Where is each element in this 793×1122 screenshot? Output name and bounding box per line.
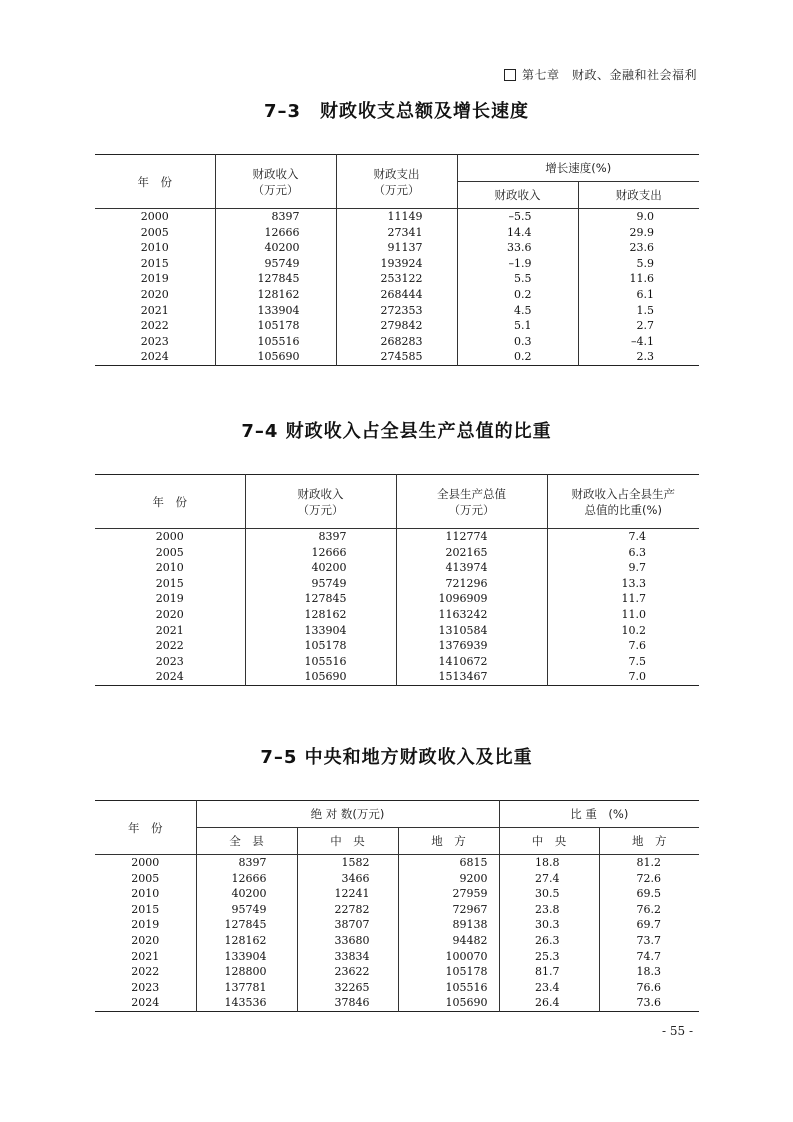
cell-gdp: 1410672 <box>396 654 547 670</box>
cell-revenue: 95749 <box>215 256 336 272</box>
cell-growth-revenue: 0.2 <box>457 287 578 303</box>
cell-central-ratio: 30.5 <box>499 886 599 902</box>
header-unit: （万元） <box>252 182 299 197</box>
col-header-gdp <box>396 475 547 529</box>
cell-local: 9200 <box>398 871 499 887</box>
cell-ratio: 13.3 <box>547 576 699 592</box>
cell-expenditure: 91137 <box>336 240 457 256</box>
cell-year: 2019 <box>131 918 160 932</box>
table-row <box>95 303 699 319</box>
cell-central: 32265 <box>297 980 398 996</box>
cell-total: 128162 <box>196 933 297 949</box>
chapter-header <box>504 66 697 83</box>
cell-revenue: 127845 <box>245 591 396 607</box>
col-header-expenditure <box>336 155 457 209</box>
cell-year: 2000 <box>131 856 160 869</box>
cell-central-ratio: 30.3 <box>499 917 599 933</box>
col-header-absolute: 绝 对 数(万元) <box>196 801 499 828</box>
cell-year: 2010 <box>140 241 169 255</box>
cell-growth-revenue: –5.5 <box>457 209 578 225</box>
header-unit: （万元） <box>448 502 495 517</box>
cell-central-ratio: 25.3 <box>499 949 599 965</box>
cell-ratio: 11.0 <box>547 607 699 623</box>
table-row <box>95 545 699 561</box>
cell-local: 27959 <box>398 886 499 902</box>
cell-central: 22782 <box>297 902 398 918</box>
header-line: 财政收入占全县生产 <box>571 486 675 501</box>
table-row <box>95 271 699 287</box>
cell-year: 2020 <box>155 607 184 621</box>
cell-year: 2019 <box>155 592 184 606</box>
col-header-central-ratio: 中 央 <box>499 828 599 855</box>
cell-year: 2000 <box>155 530 184 543</box>
cell-local-ratio: 76.6 <box>599 980 699 996</box>
col-header-ratio <box>547 475 699 529</box>
cell-revenue: 12666 <box>245 545 396 561</box>
table-7-3-title: 7–3 财政收支总额及增长速度 <box>263 101 530 122</box>
table-row <box>95 949 699 965</box>
cell-revenue: 105516 <box>215 334 336 350</box>
table-row <box>95 871 699 887</box>
cell-total: 12666 <box>196 871 297 887</box>
col-header-total: 全 县 <box>196 828 297 855</box>
cell-year: 2024 <box>140 350 169 364</box>
table-row <box>95 607 699 623</box>
col-header-year: 年 份 <box>95 801 196 855</box>
table-row <box>95 287 699 303</box>
cell-revenue: 105690 <box>215 349 336 365</box>
cell-year: 2021 <box>140 303 169 317</box>
cell-ratio: 9.7 <box>547 560 699 576</box>
cell-expenditure: 27341 <box>336 225 457 241</box>
col-header-ratio: 比 重 (%) <box>499 801 699 828</box>
cell-local-ratio: 76.2 <box>599 902 699 918</box>
header-line: 财政支出 <box>373 166 420 181</box>
cell-central: 33680 <box>297 933 398 949</box>
cell-gdp: 202165 <box>396 545 547 561</box>
col-header-revenue <box>215 155 336 209</box>
col-header-growth-expenditure: 财政支出 <box>578 182 699 209</box>
cell-growth-revenue: 0.3 <box>457 334 578 350</box>
cell-central: 33834 <box>297 949 398 965</box>
cell-local-ratio: 69.5 <box>599 886 699 902</box>
cell-year: 2005 <box>140 225 169 239</box>
table-row <box>95 623 699 639</box>
cell-growth-expenditure: 5.9 <box>578 256 699 272</box>
cell-central: 1582 <box>297 855 398 871</box>
cell-growth-expenditure: 29.9 <box>578 225 699 241</box>
cell-revenue: 128162 <box>215 287 336 303</box>
cell-year: 2023 <box>155 654 184 668</box>
cell-year: 2000 <box>140 210 169 223</box>
cell-growth-expenditure: –4.1 <box>578 334 699 350</box>
cell-year: 2022 <box>140 319 169 333</box>
table-row <box>95 980 699 996</box>
cell-total: 40200 <box>196 886 297 902</box>
cell-local: 89138 <box>398 917 499 933</box>
cell-local-ratio: 73.6 <box>599 995 699 1011</box>
cell-growth-expenditure: 23.6 <box>578 240 699 256</box>
cell-year: 2024 <box>155 670 184 684</box>
table-row <box>95 334 699 350</box>
cell-growth-revenue: 0.2 <box>457 349 578 365</box>
cell-gdp: 413974 <box>396 560 547 576</box>
cell-expenditure: 253122 <box>336 271 457 287</box>
cell-local: 100070 <box>398 949 499 965</box>
cell-ratio: 7.4 <box>547 529 699 545</box>
cell-year: 2010 <box>131 887 160 901</box>
cell-local-ratio: 69.7 <box>599 917 699 933</box>
header-line: 全县生产总值 <box>437 486 506 501</box>
cell-local-ratio: 72.6 <box>599 871 699 887</box>
square-bullet-icon <box>504 69 516 81</box>
table-row <box>95 654 699 670</box>
cell-local: 105178 <box>398 964 499 980</box>
cell-total: 143536 <box>196 995 297 1011</box>
cell-local-ratio: 73.7 <box>599 933 699 949</box>
cell-revenue: 40200 <box>215 240 336 256</box>
cell-total: 133904 <box>196 949 297 965</box>
table-row <box>95 886 699 902</box>
cell-central: 23622 <box>297 964 398 980</box>
cell-revenue: 105690 <box>245 669 396 685</box>
cell-year: 2005 <box>155 545 184 559</box>
cell-gdp: 721296 <box>396 576 547 592</box>
cell-year: 2021 <box>131 949 160 963</box>
chapter-title: 第七章 财政、金融和社会福利 <box>521 68 697 82</box>
cell-year: 2023 <box>140 334 169 348</box>
cell-local: 105516 <box>398 980 499 996</box>
cell-local-ratio: 74.7 <box>599 949 699 965</box>
cell-central: 37846 <box>297 995 398 1011</box>
cell-total: 127845 <box>196 917 297 933</box>
cell-year: 2022 <box>131 965 160 979</box>
cell-revenue: 128162 <box>245 607 396 623</box>
header-line: 财政收入 <box>252 166 299 181</box>
cell-gdp: 1163242 <box>396 607 547 623</box>
cell-local: 105690 <box>398 995 499 1011</box>
cell-year: 2005 <box>131 871 160 885</box>
table-7-5-title: 7–5 中央和地方财政收入及比重 <box>260 747 533 768</box>
cell-central-ratio: 18.8 <box>499 855 599 871</box>
cell-total: 128800 <box>196 964 297 980</box>
table-row <box>95 560 699 576</box>
cell-revenue: 127845 <box>215 271 336 287</box>
col-header-revenue <box>245 475 396 529</box>
cell-growth-revenue: 4.5 <box>457 303 578 319</box>
cell-central: 38707 <box>297 917 398 933</box>
cell-revenue: 40200 <box>245 560 396 576</box>
cell-gdp: 1376939 <box>396 638 547 654</box>
col-header-year: 年 份 <box>95 475 245 529</box>
table-row <box>95 225 699 241</box>
header-line: 财政收入 <box>297 486 344 501</box>
cell-local-ratio: 81.2 <box>599 855 699 871</box>
header-unit: （万元） <box>373 182 420 197</box>
table-row <box>95 256 699 272</box>
col-header-local: 地 方 <box>398 828 499 855</box>
cell-growth-expenditure: 11.6 <box>578 271 699 287</box>
cell-total: 8397 <box>196 855 297 871</box>
cell-expenditure: 274585 <box>336 349 457 365</box>
cell-central-ratio: 26.4 <box>499 995 599 1011</box>
table-row <box>95 995 699 1011</box>
cell-central-ratio: 23.4 <box>499 980 599 996</box>
table-row <box>95 591 699 607</box>
cell-central: 12241 <box>297 886 398 902</box>
table-row <box>95 638 699 654</box>
table-row <box>95 576 699 592</box>
cell-growth-revenue: –1.9 <box>457 256 578 272</box>
table-7-5 <box>95 800 699 1012</box>
cell-growth-revenue: 5.5 <box>457 271 578 287</box>
col-header-year: 年 份 <box>95 155 215 209</box>
cell-gdp: 1513467 <box>396 669 547 685</box>
table-row <box>95 529 699 545</box>
cell-expenditure: 279842 <box>336 318 457 334</box>
cell-revenue: 133904 <box>215 303 336 319</box>
cell-ratio: 7.6 <box>547 638 699 654</box>
cell-expenditure: 272353 <box>336 303 457 319</box>
table-row <box>95 240 699 256</box>
table-row <box>95 669 699 685</box>
cell-revenue: 133904 <box>245 623 396 639</box>
cell-revenue: 105178 <box>215 318 336 334</box>
cell-growth-expenditure: 6.1 <box>578 287 699 303</box>
cell-ratio: 10.2 <box>547 623 699 639</box>
page-number: - 55 - <box>661 1024 693 1038</box>
cell-growth-revenue: 5.1 <box>457 318 578 334</box>
col-header-central: 中 央 <box>297 828 398 855</box>
cell-expenditure: 11149 <box>336 209 457 225</box>
cell-growth-revenue: 14.4 <box>457 225 578 241</box>
cell-ratio: 7.0 <box>547 669 699 685</box>
cell-year: 2015 <box>140 256 169 270</box>
table-row <box>95 209 699 225</box>
cell-year: 2015 <box>131 902 160 916</box>
cell-year: 2010 <box>155 561 184 575</box>
cell-expenditure: 193924 <box>336 256 457 272</box>
cell-local: 6815 <box>398 855 499 871</box>
cell-local: 72967 <box>398 902 499 918</box>
cell-central: 3466 <box>297 871 398 887</box>
cell-growth-expenditure: 9.0 <box>578 209 699 225</box>
cell-year: 2021 <box>155 623 184 637</box>
cell-revenue: 95749 <box>245 576 396 592</box>
cell-local-ratio: 18.3 <box>599 964 699 980</box>
col-header-growth: 增长速度(%) <box>457 155 699 182</box>
cell-expenditure: 268283 <box>336 334 457 350</box>
cell-year: 2020 <box>140 287 169 301</box>
cell-total: 95749 <box>196 902 297 918</box>
cell-local: 94482 <box>398 933 499 949</box>
cell-year: 2024 <box>131 996 160 1010</box>
col-header-local-ratio: 地 方 <box>599 828 699 855</box>
cell-revenue: 12666 <box>215 225 336 241</box>
table-row <box>95 318 699 334</box>
cell-gdp: 1310584 <box>396 623 547 639</box>
cell-central-ratio: 26.3 <box>499 933 599 949</box>
cell-revenue: 105178 <box>245 638 396 654</box>
col-header-growth-revenue: 财政收入 <box>457 182 578 209</box>
cell-ratio: 6.3 <box>547 545 699 561</box>
table-row <box>95 902 699 918</box>
table-row <box>95 933 699 949</box>
cell-gdp: 112774 <box>396 529 547 545</box>
cell-growth-expenditure: 2.7 <box>578 318 699 334</box>
cell-revenue: 8397 <box>215 209 336 225</box>
cell-central-ratio: 23.8 <box>499 902 599 918</box>
table-row <box>95 855 699 871</box>
cell-growth-expenditure: 2.3 <box>578 349 699 365</box>
cell-central-ratio: 27.4 <box>499 871 599 887</box>
cell-ratio: 7.5 <box>547 654 699 670</box>
cell-ratio: 11.7 <box>547 591 699 607</box>
cell-expenditure: 268444 <box>336 287 457 303</box>
table-7-4 <box>95 474 699 686</box>
table-7-4-title: 7–4 财政收入占全县生产总值的比重 <box>241 421 552 442</box>
cell-growth-revenue: 33.6 <box>457 240 578 256</box>
table-row <box>95 964 699 980</box>
cell-total: 137781 <box>196 980 297 996</box>
cell-revenue: 8397 <box>245 529 396 545</box>
cell-year: 2023 <box>131 980 160 994</box>
cell-central-ratio: 81.7 <box>499 964 599 980</box>
cell-revenue: 105516 <box>245 654 396 670</box>
cell-year: 2015 <box>155 576 184 590</box>
table-7-3 <box>95 154 699 366</box>
table-row <box>95 349 699 365</box>
cell-growth-expenditure: 1.5 <box>578 303 699 319</box>
cell-year: 2020 <box>131 933 160 947</box>
cell-gdp: 1096909 <box>396 591 547 607</box>
table-row <box>95 917 699 933</box>
header-unit: （万元） <box>297 502 344 517</box>
header-line: 总值的比重(%) <box>584 502 662 517</box>
cell-year: 2022 <box>155 639 184 653</box>
cell-year: 2019 <box>140 272 169 286</box>
